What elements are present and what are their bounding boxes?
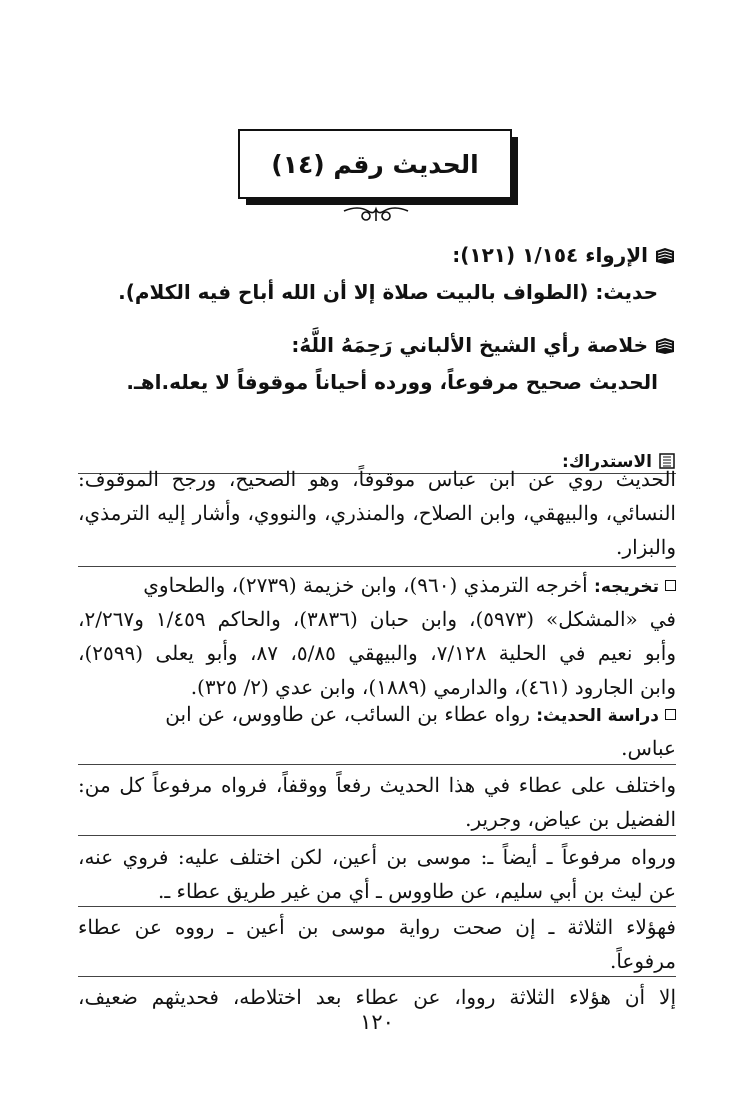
divider	[78, 835, 676, 836]
istidrak-heading: الاستدراك:	[562, 452, 652, 472]
divider	[78, 764, 676, 765]
book-icon	[654, 247, 676, 265]
hadith-text-line	[78, 275, 658, 309]
divider	[78, 566, 676, 567]
body-line: والبزار.	[616, 535, 676, 559]
body-line: الحديث روي عن ابن عباس موقوفاً، وهو الصحيح، ورجح الموقوف:	[78, 467, 676, 491]
body-line: إلا أن هؤلاء الثلاثة رووا، عن عطاء بعد اختلاطه، فحديثهم ضعيف،	[78, 985, 676, 1009]
body-line: واختلف على عطاء في هذا الحديث رفعاً ووقفاً، فرواه مرفوعاً كل من:	[78, 773, 676, 797]
body-line: الفضيل بن عياض، وجرير.	[465, 807, 676, 831]
dirasa-text: رواه عطاء بن السائب، عن طاووس، عن ابن	[165, 702, 530, 726]
dirasa-label: دراسة الحديث:	[536, 706, 659, 726]
body-line: عن ليث بن أبي سليم، عن طاووس ـ أي من غير طريق عطاء ـ.	[157, 879, 676, 903]
takhrij-line: وابن الجارود (٤٦١)، والدارمي (١٨٨٩)، وابن عدي (٢/ ٣٢٥).	[190, 675, 676, 699]
body-line: فهؤلاء الثلاثة ـ إن صحت رواية موسى بن أعين ـ رووه عن عطاء	[78, 915, 676, 939]
title-box	[240, 131, 510, 197]
takhrij-line: وأبو نعيم في الحلية ٧/١٢٨، والبيهقي ٥/٨٥، ٨٧، وأبو يعلى (٢٥٩٩)،	[78, 641, 677, 665]
albani-summary-text: الحديث صحيح مرفوعاً، وورده أحياناً موقوفاً لا يعله.اهـ.	[126, 370, 658, 394]
square-bullet-icon	[665, 709, 676, 720]
dirasa-line: عباس.	[621, 736, 676, 760]
page-number: ١٢٠	[360, 1010, 394, 1034]
takhrij-line	[78, 568, 676, 604]
body-line: مرفوعاً.	[609, 949, 676, 973]
albani-summary-heading-line	[78, 328, 676, 362]
hadith-label: حديث:	[595, 280, 658, 304]
irwa-reference	[78, 238, 676, 272]
hadith-text: (الطواف بالبيت صلاة إلا أن الله أباح فيه الكلام).	[118, 280, 589, 304]
takhrij-line: في «المشكل» (٥٩٧٣)، وابن حبان (٣٨٣٦)، والحاكم ١/٤٥٩ و٢/٢٦٧،	[78, 607, 676, 631]
book-icon	[654, 337, 676, 355]
albani-summary-heading: خلاصة رأي الشيخ الألباني رَحِمَهُ اللَّهُ:	[291, 333, 648, 357]
takhrij-text: أخرجه الترمذي (٩٦٠)، وابن خزيمة (٢٧٣٩)، والطحاوي	[143, 573, 588, 597]
divider	[78, 906, 676, 907]
body-line: ورواه مرفوعاً ـ أيضاً ـ: موسى بن أعين، لكن اختلف عليه: فروي عنه،	[78, 845, 676, 869]
divider	[78, 976, 676, 977]
dirasa-line	[78, 697, 676, 733]
ornament-icon	[338, 201, 414, 223]
square-bullet-icon	[665, 580, 676, 591]
takhrij-label: تخريجه:	[594, 577, 659, 597]
page-title: الحديث رقم (١٤)	[271, 149, 479, 179]
body-line: النسائي، والبيهقي، وابن الصلاح، والمنذري، والنووي، وأشار إليه الترمذي،	[78, 501, 676, 525]
irwa-heading: الإرواء ١/١٥٤ (١٢١):	[452, 243, 648, 267]
